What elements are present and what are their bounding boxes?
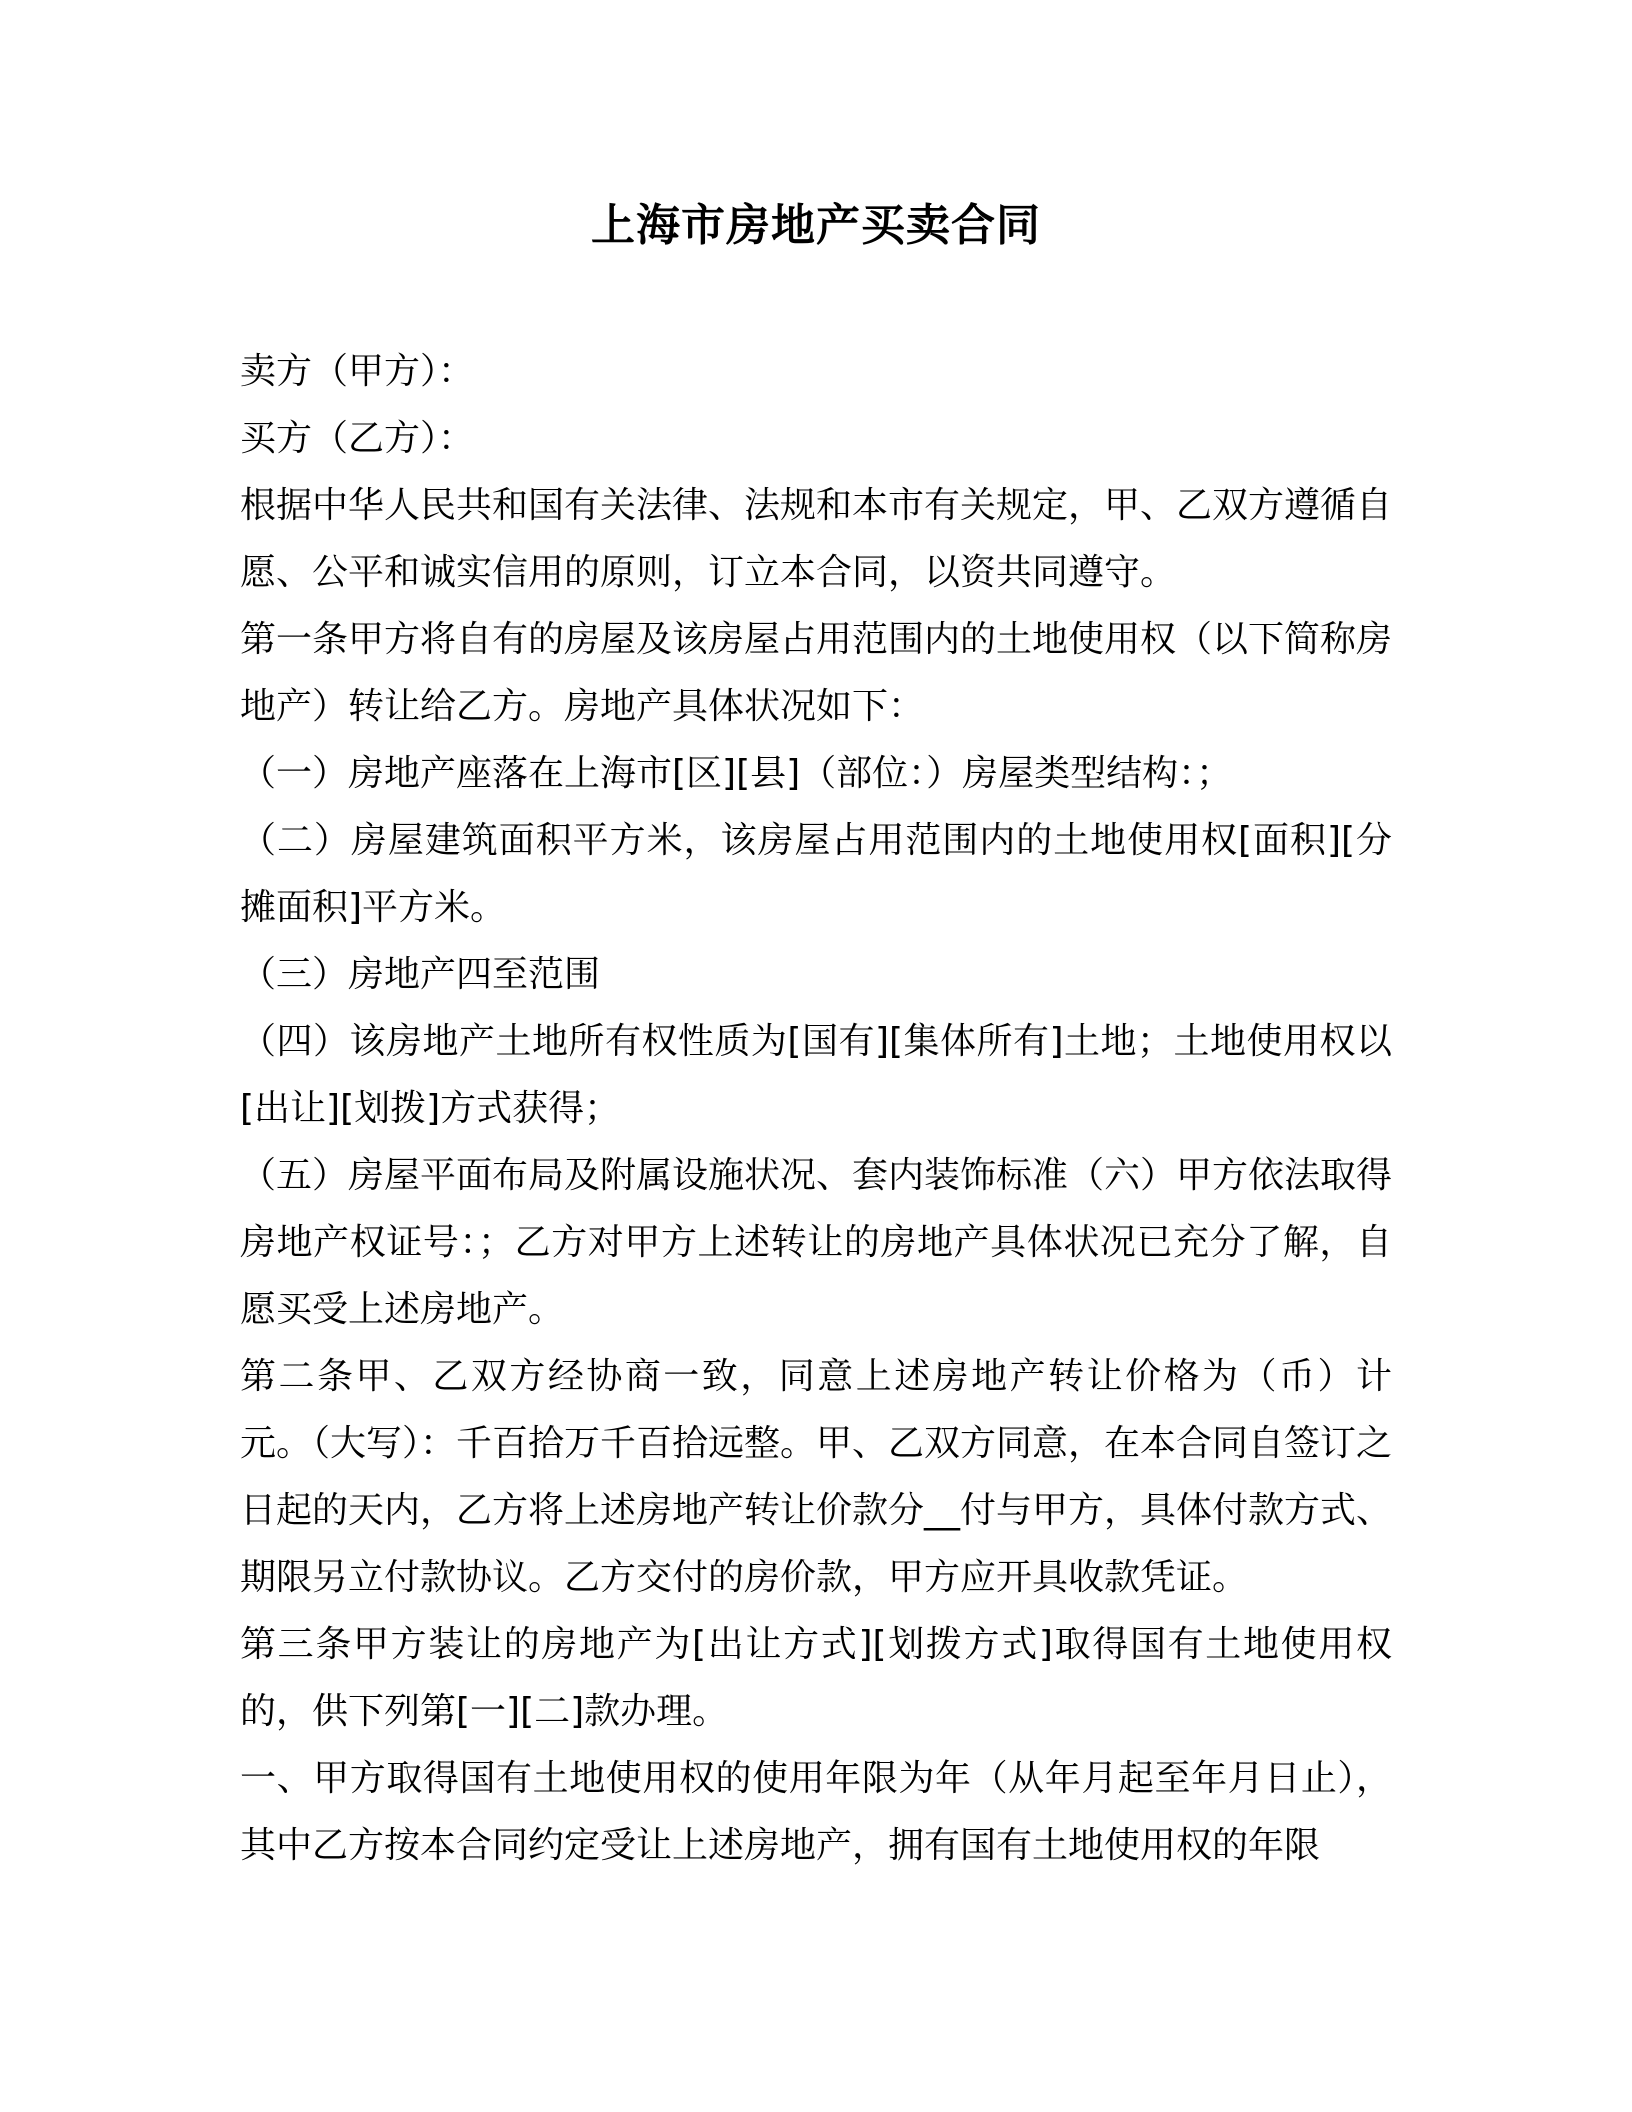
preamble-paragraph: 根据中华人民共和国有关法律、法规和本市有关规定，甲、乙双方遵循自愿、公平和诚实信用的原则，订立本合同，以资共同遵守。 <box>240 485 1393 593</box>
item-2-paragraph: （二）房屋建筑面积平方米，该房屋占用范围内的土地使用权[面积][分摊面积]平方米。 <box>240 820 1392 928</box>
document-title: 上海市房地产买卖合同 <box>591 200 1041 251</box>
article-3-paragraph: 第三条甲方装让的房地产为[出让方式][划拨方式]取得国有土地使用权的，供下列第[一][二]款办理。 <box>240 1624 1392 1732</box>
article-1-paragraph: 第一条甲方将自有的房屋及该房屋占用范围内的土地使用权（以下简称房地产）转让给乙方。房地产具体状况如下： <box>240 619 1393 727</box>
item-5-6-paragraph: （五）房屋平面布局及附属设施状况、套内装饰标准（六）甲方依法取得房地产权证号：；乙方对甲方上述转让的房地产具体状况已充分了解，自愿买受上述房地产。 <box>240 1155 1393 1330</box>
item-3-paragraph: （三）房地产四至范围 <box>240 954 601 995</box>
seller-line: 卖方（甲方）： <box>240 351 475 392</box>
buyer-line: 买方（乙方）： <box>240 418 475 459</box>
item-1-paragraph: （一）房地产座落在上海市[区][县]（部位：）房屋类型结构：； <box>240 753 1233 794</box>
item-4-paragraph: （四）该房地产土地所有权性质为[国有][集体所有]土地；土地使用权以[出让][划拨]方式获得； <box>240 1021 1392 1129</box>
document-body <box>240 338 1392 1879</box>
article-2-paragraph: 第二条甲、乙双方经协商一致，同意上述房地产转让价格为（币）计元。（大写）：千百拾万千百拾远整。甲、乙双方同意，在本合同自签订之日起的天内，乙方将上述房地产转让价款分__付与甲方，具体付款方式、期限另立付款协议。乙方交付的房价款，甲方应开具收款凭证。 <box>240 1356 1393 1598</box>
clause-1-paragraph: 一、甲方取得国有土地使用权的使用年限为年（从年月起至年月日止），其中乙方按本合同约定受让上述房地产，拥有国有土地使用权的年限 <box>240 1758 1392 1866</box>
